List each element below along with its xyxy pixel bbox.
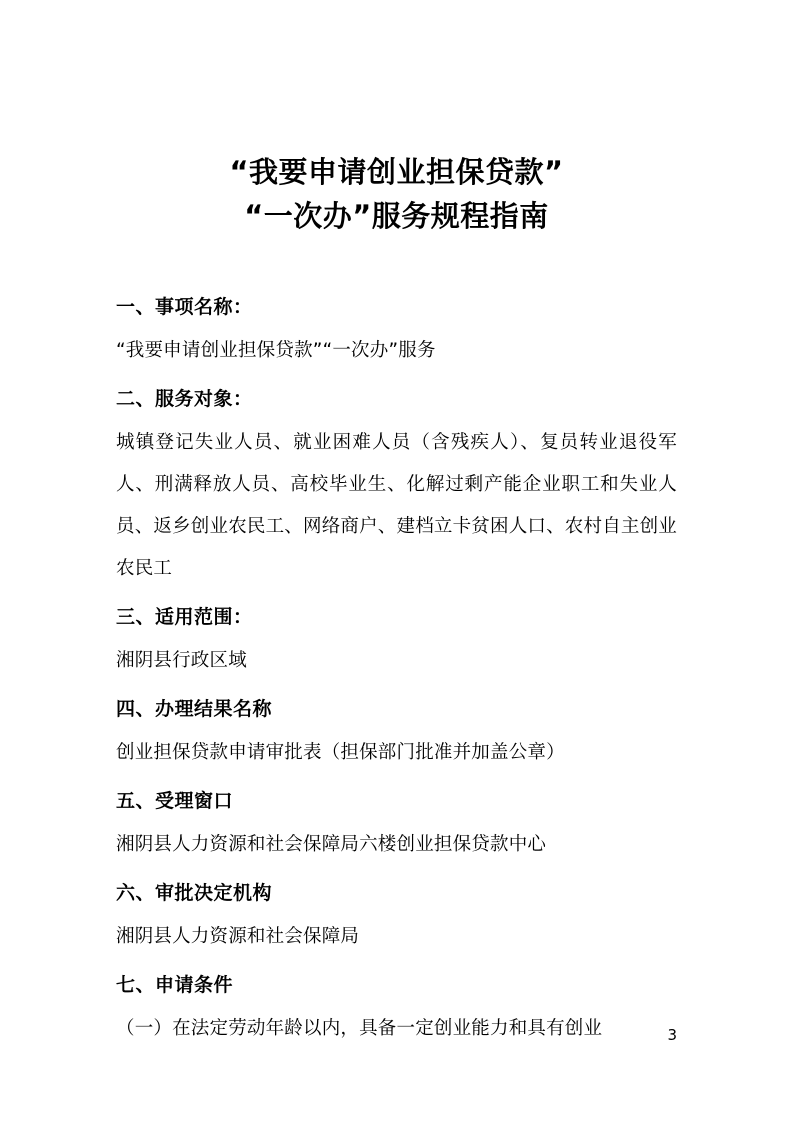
section-heading: 三、适用范围：	[116, 606, 253, 628]
section-item-service-target	[116, 378, 677, 590]
section-body: 城镇登记失业人员、就业困难人员（含残疾人）、复员转业退役军人、刑满释放人员、高校毕业生、化解过剩产能企业职工和失业人员、返乡创业农民工、网络商户、建档立卡贫困人口、农村自主创业农民工	[116, 432, 678, 579]
section-item-agreement-name	[116, 286, 677, 372]
section-body: 创业担保贷款申请审批表（担保部门批准并加盖公章）	[116, 742, 565, 763]
section-body: 湘阴县人力资源和社会保障局	[116, 926, 360, 947]
section-heading: 一、事项名称：	[116, 296, 253, 318]
section-body: （一）在法定劳动年龄以内，具备一定创业能力和具有创业	[116, 1018, 603, 1039]
section-item-scope	[116, 596, 677, 682]
page-number: 3	[667, 1026, 677, 1044]
section-item-approval-authority	[116, 872, 677, 958]
section-item-application-conditions	[116, 964, 677, 1050]
section-item-acceptance-window	[116, 780, 677, 866]
title-line-1: “我要申请创业担保贷款”	[229, 155, 564, 189]
page-title	[116, 150, 677, 238]
section-heading: 四、办理结果名称	[116, 698, 273, 720]
section-heading: 七、申请条件	[116, 974, 234, 996]
section-item-result-name	[116, 688, 677, 774]
section-heading: 五、受理窗口	[116, 790, 234, 812]
section-heading: 二、服务对象：	[116, 388, 253, 410]
title-line-2: “一次办”服务规程指南	[244, 199, 549, 233]
section-heading: 六、审批决定机构	[116, 882, 273, 904]
section-body: 湘阴县人力资源和社会保障局六楼创业担保贷款中心	[116, 834, 547, 855]
section-body: 湘阴县行政区域	[116, 650, 247, 671]
section-body: “我要申请创业担保贷款”“一次办”服务	[116, 340, 436, 361]
